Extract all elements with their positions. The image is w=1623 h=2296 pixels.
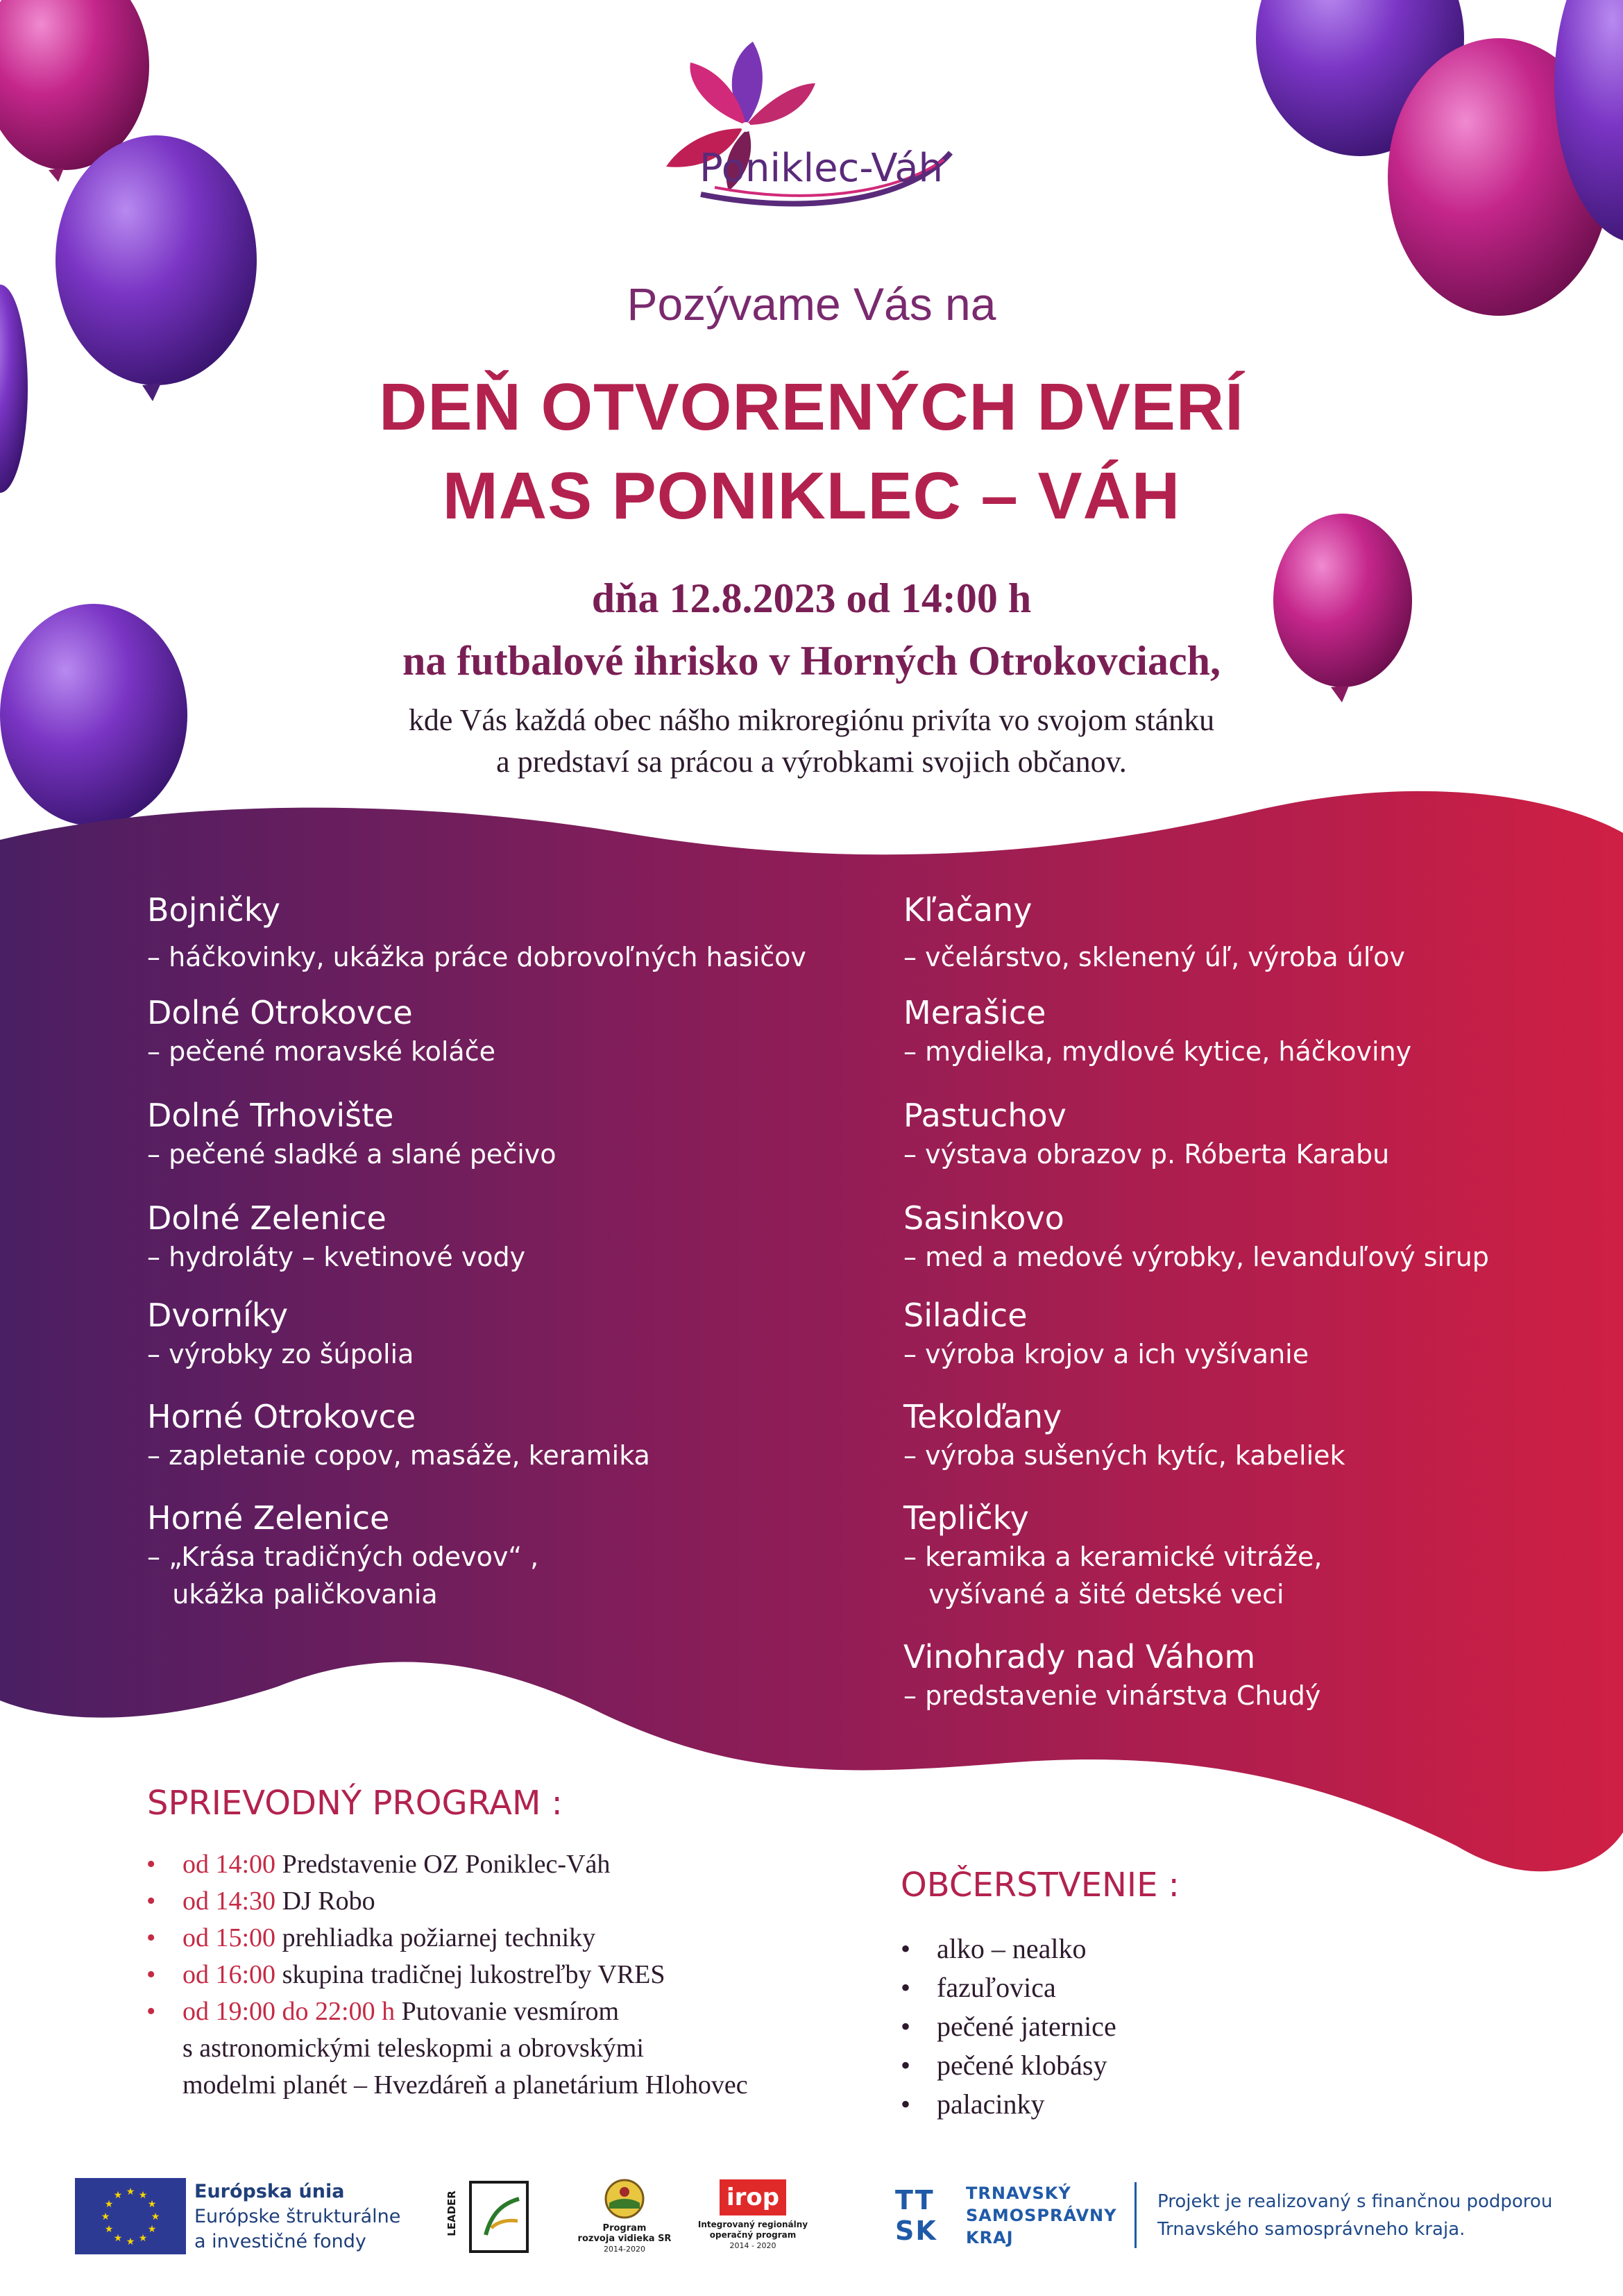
villages-left-column (147, 890, 876, 1613)
refreshment-item: • alko – nealko (901, 1933, 1087, 1964)
program-text: prehliadka požiarnej techniky (275, 1923, 596, 1952)
village-activity: – výrobky zo šúpolia (147, 1339, 414, 1369)
village-activity: – výroba krojov a ich vyšívanie (903, 1339, 1309, 1369)
village-activity: – výstava obrazov p. Róberta Karabu (903, 1139, 1390, 1170)
program-heading: SPRIEVODNÝ PROGRAM : (147, 1784, 563, 1823)
refreshment-item: • palacinky (901, 2088, 1045, 2120)
village-activity: – výroba sušených kytíc, kabeliek (903, 1440, 1345, 1471)
project-line-1: Projekt je realizovaný s finančnou podporou (1157, 2191, 1553, 2212)
village-name: Horné Zelenice (147, 1499, 390, 1537)
svg-text:★: ★ (147, 2199, 157, 2210)
leader-logo (443, 2179, 533, 2257)
flower-icon (597, 28, 1027, 236)
village-item (147, 1295, 876, 1396)
village-activity: – hydroláty – kvetinové vody (147, 1242, 526, 1272)
village-name: Dolné Zelenice (147, 1199, 386, 1237)
program-time: od 19:00 do 22:00 h (182, 1997, 396, 2026)
invite-text: Pozývame Vás na (627, 278, 996, 330)
svg-text:★: ★ (138, 2233, 148, 2244)
villages-right-column (903, 890, 1611, 1714)
village-name: Siladice (903, 1297, 1028, 1334)
village-activity: – med a medové výrobky, levanduľový sirup (903, 1242, 1489, 1272)
program-text: Putovanie vesmírom (395, 1997, 620, 2026)
refreshment-item: • pečené klobásy (901, 2050, 1107, 2081)
program-text: DJ Robo (275, 1886, 375, 1916)
village-name: Sasinkovo (903, 1199, 1064, 1237)
eu-line-2: Európske štrukturálne (194, 2206, 401, 2227)
village-activity-continued: vyšívané a šité detské veci (903, 1579, 1284, 1610)
program-time: od 14:00 (182, 1850, 276, 1879)
eu-funds-text (194, 2179, 400, 2254)
village-item (903, 993, 1611, 1095)
prv-line-2: rozvoja vidieka SR (577, 2234, 672, 2244)
village-activity: – keramika a keramické vitráže, (903, 1542, 1323, 1572)
irop-label: irop (720, 2179, 786, 2215)
village-activity: – pečené moravské koláče (147, 1036, 495, 1067)
ttsk-name (966, 2182, 1116, 2249)
village-item (147, 993, 876, 1095)
prv-line-3: 2014-2020 (604, 2245, 645, 2254)
program-continuation: s astronomickými teleskopmi a obrovskými (182, 2034, 644, 2063)
village-name: Tekolďany (903, 1398, 1062, 1435)
village-item (903, 1396, 1611, 1498)
svg-text:★: ★ (126, 2186, 135, 2197)
event-description (0, 700, 1623, 783)
program-time: od 16:00 (182, 1960, 276, 1989)
program-time: od 14:30 (182, 1886, 276, 1916)
eu-title: Európska únia (194, 2181, 345, 2202)
ttsk-logo (895, 2185, 937, 2246)
event-place: na futbalové ihrisko v Horných Otrokovciach, (402, 638, 1221, 684)
svg-text:★: ★ (104, 2224, 114, 2235)
village-name: Merašice (903, 994, 1046, 1031)
village-item (903, 1295, 1611, 1396)
village-name: Vinohrady nad Váhom (903, 1638, 1256, 1675)
village-name: Horné Otrokovce (147, 1398, 416, 1435)
program-list (142, 1846, 748, 2104)
svg-text:★: ★ (101, 2211, 110, 2222)
ttsk-name-line-1: TRNAVSKÝ (966, 2184, 1071, 2203)
village-name: Pastuchov (903, 1097, 1067, 1134)
event-date: dňa 12.8.2023 od 14:00 h (591, 575, 1032, 621)
village-item (903, 1095, 1611, 1198)
irop-line-2: operačný program (709, 2230, 797, 2240)
village-item (903, 890, 1611, 993)
prv-line-1: Program (602, 2223, 647, 2234)
footer-logos (0, 2152, 1623, 2290)
irop-logo (694, 2179, 812, 2270)
village-name: Kľačany (903, 891, 1033, 929)
description-line-2: a predstaví sa prácou a výrobkami svojich občanov. (496, 745, 1127, 779)
prv-emblem-icon (604, 2178, 645, 2220)
village-item (147, 1198, 876, 1295)
svg-text:★: ★ (151, 2211, 160, 2222)
refreshments-list (901, 1930, 1116, 2124)
village-name: Dolné Trhovište (147, 1097, 394, 1134)
eu-flag-icon (75, 2178, 186, 2254)
refreshment-item: • fazuľovica (901, 1972, 1056, 2003)
village-activity: – zapletanie copov, masáže, keramika (147, 1440, 650, 1471)
project-text (1157, 2188, 1552, 2243)
program-item: • od 14:30 DJ Robo (146, 1886, 375, 1916)
svg-text:★: ★ (147, 2224, 157, 2235)
program-item: • od 15:00 prehliadka požiarnej techniky (146, 1923, 596, 1952)
svg-text:★: ★ (104, 2199, 114, 2210)
svg-text:★: ★ (113, 2233, 123, 2244)
village-activity: – mydielka, mydlové kytice, háčkoviny (903, 1036, 1412, 1067)
prv-logo (576, 2178, 673, 2268)
logo-text: Poniklec-Váh (699, 146, 944, 191)
village-item (903, 1198, 1611, 1295)
svg-text:★: ★ (126, 2236, 135, 2247)
balloon-purple-top-left (56, 135, 257, 385)
ttsk-logo-line-1: TT (895, 2185, 935, 2215)
ttsk-name-line-3: KRAJ (966, 2228, 1014, 2247)
footer-divider (1135, 2182, 1137, 2248)
refreshments-heading: OBČERSTVENIE : (901, 1866, 1180, 1905)
ttsk-name-line-2: SAMOSPRÁVNY (966, 2206, 1117, 2225)
project-line-2: Trnavského samosprávneho kraja. (1157, 2219, 1465, 2240)
village-item (147, 890, 876, 993)
village-name: Bojničky (147, 891, 280, 929)
village-item (903, 1498, 1611, 1637)
village-activity: – včelárstvo, sklenený úľ, výroba úľov (903, 942, 1405, 972)
village-activity-continued: ukážka paličkovania (147, 1579, 438, 1610)
village-name: Tepličky (903, 1499, 1029, 1537)
village-activity: – predstavenie vinárstva Chudý (903, 1680, 1321, 1711)
program-item: • od 16:00 skupina tradičnej lukostreľby VRES (146, 1960, 665, 1989)
program-item: • od 19:00 do 22:00 h Putovanie vesmírom (146, 1997, 620, 2026)
title-line-2: MAS PONIKLEC – VÁH (442, 459, 1181, 533)
irop-line-3: 2014 - 2020 (729, 2241, 776, 2250)
program-text: Predstavenie OZ Poniklec-Váh (275, 1850, 611, 1879)
eu-line-3: a investičné fondy (194, 2231, 366, 2252)
village-activity: – „Krása tradičných odevov“ , (147, 1542, 539, 1572)
program-continuation: modelmi planét – Hvezdáreň a planetárium Hlohovec (182, 2070, 748, 2100)
refreshment-item: • pečené jaternice (901, 2011, 1116, 2042)
irop-line-1: Integrovaný regionálny (697, 2220, 808, 2229)
program-item: • od 14:00 Predstavenie OZ Poniklec-Váh (146, 1850, 611, 1879)
ttsk-logo-line-2: SK (895, 2215, 937, 2246)
svg-text:★: ★ (138, 2190, 148, 2201)
title-line-1: DEŇ OTVORENÝCH DVERÍ (379, 370, 1244, 444)
village-activity: – háčkovinky, ukážka práce dobrovoľných hasičov (147, 942, 806, 972)
village-activity: – pečené sladké a slané pečivo (147, 1139, 556, 1170)
village-name: Dvorníky (147, 1297, 289, 1334)
svg-text:★: ★ (113, 2190, 123, 2201)
description-line-1: kde Vás každá obec nášho mikroregiónu privíta vo svojom stánku (408, 703, 1215, 737)
program-text: skupina tradičnej lukostreľby VRES (275, 1960, 665, 1989)
village-item (147, 1095, 876, 1198)
village-name: Dolné Otrokovce (147, 994, 413, 1031)
village-item (903, 1637, 1611, 1714)
leader-label: LEADER (445, 2191, 458, 2236)
poniklec-logo (597, 28, 1027, 236)
program-time: od 15:00 (182, 1923, 276, 1952)
village-item (147, 1498, 876, 1613)
village-item (147, 1396, 876, 1498)
